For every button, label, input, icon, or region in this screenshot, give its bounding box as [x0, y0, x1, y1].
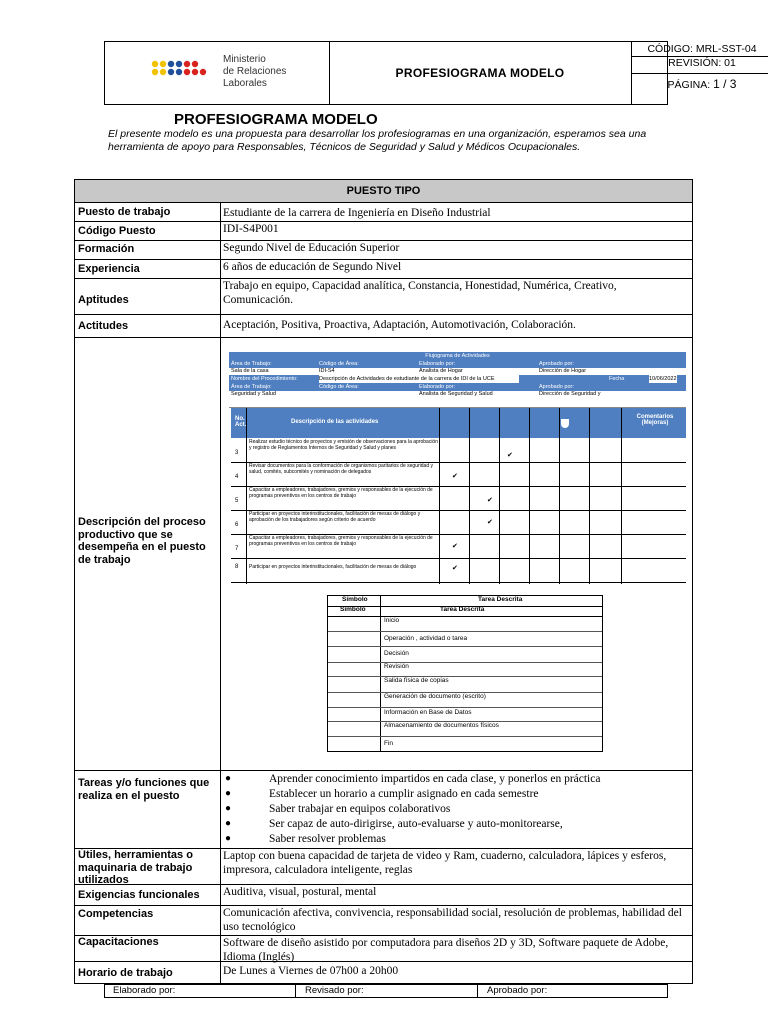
row-label: Experiencia	[78, 263, 140, 275]
signature-footer	[104, 984, 668, 998]
row-value: Comunicación afectiva, convivencia, responsabilidad social, resolución de problemas, habilidad del uso tecnológico	[223, 907, 682, 933]
check-icon: ✔	[487, 497, 493, 504]
table-row	[75, 961, 692, 984]
check-icon: ✔	[452, 565, 458, 572]
row-label: Horario de trabajo	[78, 967, 173, 979]
logo-line-2: de Relaciones	[223, 66, 287, 77]
header-code: CÓDIGO: MRL-SST-04	[647, 43, 757, 55]
row-value: 6 años de educación de Segundo Nivel	[223, 261, 402, 273]
check-icon: ✔	[487, 519, 493, 526]
table-row	[75, 221, 692, 240]
legend-item: Decisión	[328, 646, 602, 663]
flowchart-grid-line	[469, 408, 470, 584]
activity-flowchart	[229, 352, 686, 584]
row-value: Laptop con buena capacidad de tarjeta de video y Ram, cuaderno, calculadora, lápices y esferos, impresora, calculadora inteligente, reglas	[223, 850, 667, 876]
flowchart-values-1: Sala de la casa IDI-S4 Analista de Hogar Dirección de Hogar	[229, 368, 686, 376]
logo-text	[223, 54, 286, 90]
flowchart-grid-line	[499, 408, 500, 584]
legend-item: Revisión	[328, 662, 602, 677]
logo-line-1: Ministerio	[223, 54, 266, 65]
flowchart-grid-line	[559, 408, 560, 584]
flowchart-header-2: Área de Trabajo: Código de Área: Elaborado por: Aprobado por:	[229, 383, 686, 391]
flowchart-grid-line	[621, 408, 622, 584]
logo-line-3: Laborales	[223, 78, 267, 89]
table-row	[75, 905, 692, 936]
header-meta	[632, 42, 757, 104]
row-value: Segundo Nivel de Educación Superior	[223, 242, 400, 254]
table-row	[75, 848, 692, 885]
legend-item: Operación , actividad o tarea	[328, 631, 602, 647]
row-label: Actitudes	[78, 320, 129, 332]
logo-dots-icon	[149, 58, 219, 88]
row-value: Estudiante de la carrera de Ingeniería en Diseño Industrial	[223, 207, 491, 219]
row-value: IDI-S4P001	[223, 223, 279, 235]
legend-header: Símbolo Tarea Descrita	[328, 606, 602, 617]
legend-item: Información en Base de Datos	[328, 707, 602, 722]
flowchart-step: 7 Capacitar a empleadores, trabajadores, gremios y responsables de la ejecución de programas preventivos en los centros de trabajo	[231, 534, 686, 559]
table-row	[75, 259, 692, 279]
document-header	[104, 41, 757, 105]
flowchart-step: 8 Participar en proyectos interinstitucionales, facilitación de mesas de diálogo	[231, 558, 686, 583]
footer-reviewed-by: Revisado por:	[305, 985, 364, 996]
flowchart-step: 3 Realizar estudio técnico de proyectos y emisión de observaciones para la aprobación y registro de Reglamentos Internos de Seguridad y Salud y planes	[231, 438, 686, 463]
ministry-logo	[105, 42, 330, 104]
header-page	[632, 73, 768, 91]
legend-item: Inicio	[328, 616, 602, 632]
table-row	[75, 884, 692, 906]
flowchart-grid-line	[589, 408, 590, 584]
row-value: De Lunes a Viernes de 07h00 a 20h00	[223, 965, 399, 977]
flowchart-grid-line	[439, 408, 440, 584]
footer-divider	[477, 985, 478, 997]
header-doc-title: PROFESIOGRAMA MODELO	[329, 42, 632, 104]
footer-approved-by: Aprobado por:	[487, 985, 548, 996]
footer-made-by: Elaborado por:	[113, 985, 176, 996]
table-row	[75, 240, 692, 259]
row-label: Aptitudes	[78, 294, 129, 306]
document-shape-icon	[561, 419, 569, 428]
row-value: Trabajo en equipo, Capacidad analítica, Constancia, Honestidad, Numérica, Creativo, Comunicación.	[223, 280, 617, 306]
check-icon: ✔	[507, 452, 513, 459]
row-label: Formación	[78, 243, 135, 255]
header-revision: REVISIÓN: 01	[632, 56, 768, 69]
flowchart-grid-line	[246, 408, 247, 584]
table-row	[75, 202, 692, 221]
page-label: PÁGINA:	[667, 79, 711, 91]
legend-item: Fin	[384, 740, 394, 747]
flowchart-step: 5 Capacitar a empleadores, trabajadores, gremios y responsables de la ejecución de programas preventivos en los centros de trabajo	[231, 486, 686, 511]
table-row	[75, 314, 692, 337]
check-icon: ✔	[452, 473, 458, 480]
footer-divider	[295, 985, 296, 997]
table-row	[75, 935, 692, 962]
flowchart-title: Flujograma de Actividades	[229, 352, 686, 360]
row-label: Competencias	[78, 908, 154, 920]
table-band: PUESTO TIPO	[75, 180, 692, 203]
flowchart-proc: Nombre del Procedimiento: Descripción de Actividades de estudiante de la carrera de IDI de la UCE Fecha 10/06/2022	[229, 375, 686, 383]
row-label: Tareas y/o funciones que realiza en el puesto	[78, 777, 210, 802]
row-label: Descripción del proceso productivo que se desempeña en el puesto de trabajo	[78, 516, 206, 566]
page-title: PROFESIOGRAMA MODELO	[174, 111, 378, 128]
legend-header: Símbolo Tarea Descrita	[328, 596, 602, 607]
page-value: 1 / 3	[713, 77, 737, 91]
row-value: Aceptación, Positiva, Proactiva, Adaptación, Automotivación, Colaboración.	[223, 319, 576, 331]
legend-item: Salida física de copias	[328, 676, 602, 693]
flowchart-step: 6 Participar en proyectos interinstitucionales, facilitación de mesas de diálogo y aprobación de los trabajadores según criterio de acuerdo	[231, 510, 686, 535]
row-label: Capacitaciones	[78, 936, 159, 948]
row-label: Puesto de trabajo	[78, 206, 171, 218]
row-label: Útiles, herramientas o maquinaria de trabajo utilizados	[78, 849, 193, 886]
flowchart-step: 4 Revisar documentos para la conformación de organismos paritarios de seguridad y salud, comités, subcomités y nominación de delegados	[231, 462, 686, 487]
row-value: Software de diseño asistido por computadora para diseños 2D y 3D, Software paquete de Adobe, Idioma (Inglés)	[223, 937, 669, 963]
flowchart-values-2: Seguridad y Salud Analista de Seguridad y Salud Dirección de Seguridad y	[229, 391, 686, 408]
flowchart-grid-line	[529, 408, 530, 584]
flowchart-column-header: No. Act. Descripción de las actividades Comentarios (Mejoras)	[231, 408, 686, 438]
flowchart-header-1: Área de Trabajo: Código de Área: Elaborado por: Aprobado por:	[229, 360, 686, 368]
intro-paragraph: El presente modelo es una propuesta para desarrollar los profesiogramas en una organización, esperamos sea una herramienta de apoyo para Responsables, Técnicos de Seguridad y Salud y Médicos Ocupacionales.	[108, 128, 647, 153]
row-label: Código Puesto	[78, 225, 156, 237]
puesto-tipo-table: PUESTO TIPO Puesto de trabajo Estudiante de la carrera de Ingeniería en Diseño Industrial Código Puesto IDI-S4P001 Formación Segundo Nivel de Educación Superior Experiencia 6 años de educación de Segundo Nivel Aptitudes Trabajo en equipo, Capacidad analítica, Constancia, Honestidad, Numérica, Creativo, Comunicación. Actitudes Aceptación, Positiva, Proactiva, Adaptación, Automotivación, Colaboración. Descripción del proceso productivo que se desempeña en el puesto de trabajo Tareas y/o funciones que realiza en el puesto Útiles, herramientas o maquinaria de trabajo utilizados Laptop con buena capacidad de tarjeta de video y Ram, cuaderno, calculadora, lápices y esferos, impresora, calculadora inteligente, reglas Exigencias funcionales Auditiva, visual, postural, mental Competencias Comunicación afectiva, convivencia, responsabilidad social, resolución de problemas, habilidad del uso tecnológico Capacitaciones Software de diseño asistido por computadora para diseños 2D y 3D, Software paquete de Adobe, Idioma (Inglés) Horario de trabajo De Lunes a Viernes de 07h00 a 20h00 ● Aprender conocimiento impartidos en cada clase, y ponerlos en práctica ● Establecer un horario a cumplir asignado en cada semestre ● Saber trabajar en equipos colaborativos ● Ser capaz de auto-dirigirse, auto-evaluarse y auto-monitorearse, ● Saber resolver problemas	[74, 179, 693, 984]
legend-item: Generación de documento (escrito)	[328, 692, 602, 708]
symbol-legend	[327, 595, 603, 752]
check-icon: ✔	[452, 543, 458, 550]
table-row	[75, 278, 692, 314]
legend-item: Almacenamiento de documentos físicos	[328, 721, 602, 737]
row-value: Auditiva, visual, postural, mental	[223, 886, 377, 898]
row-label: Exigencias funcionales	[78, 889, 200, 901]
